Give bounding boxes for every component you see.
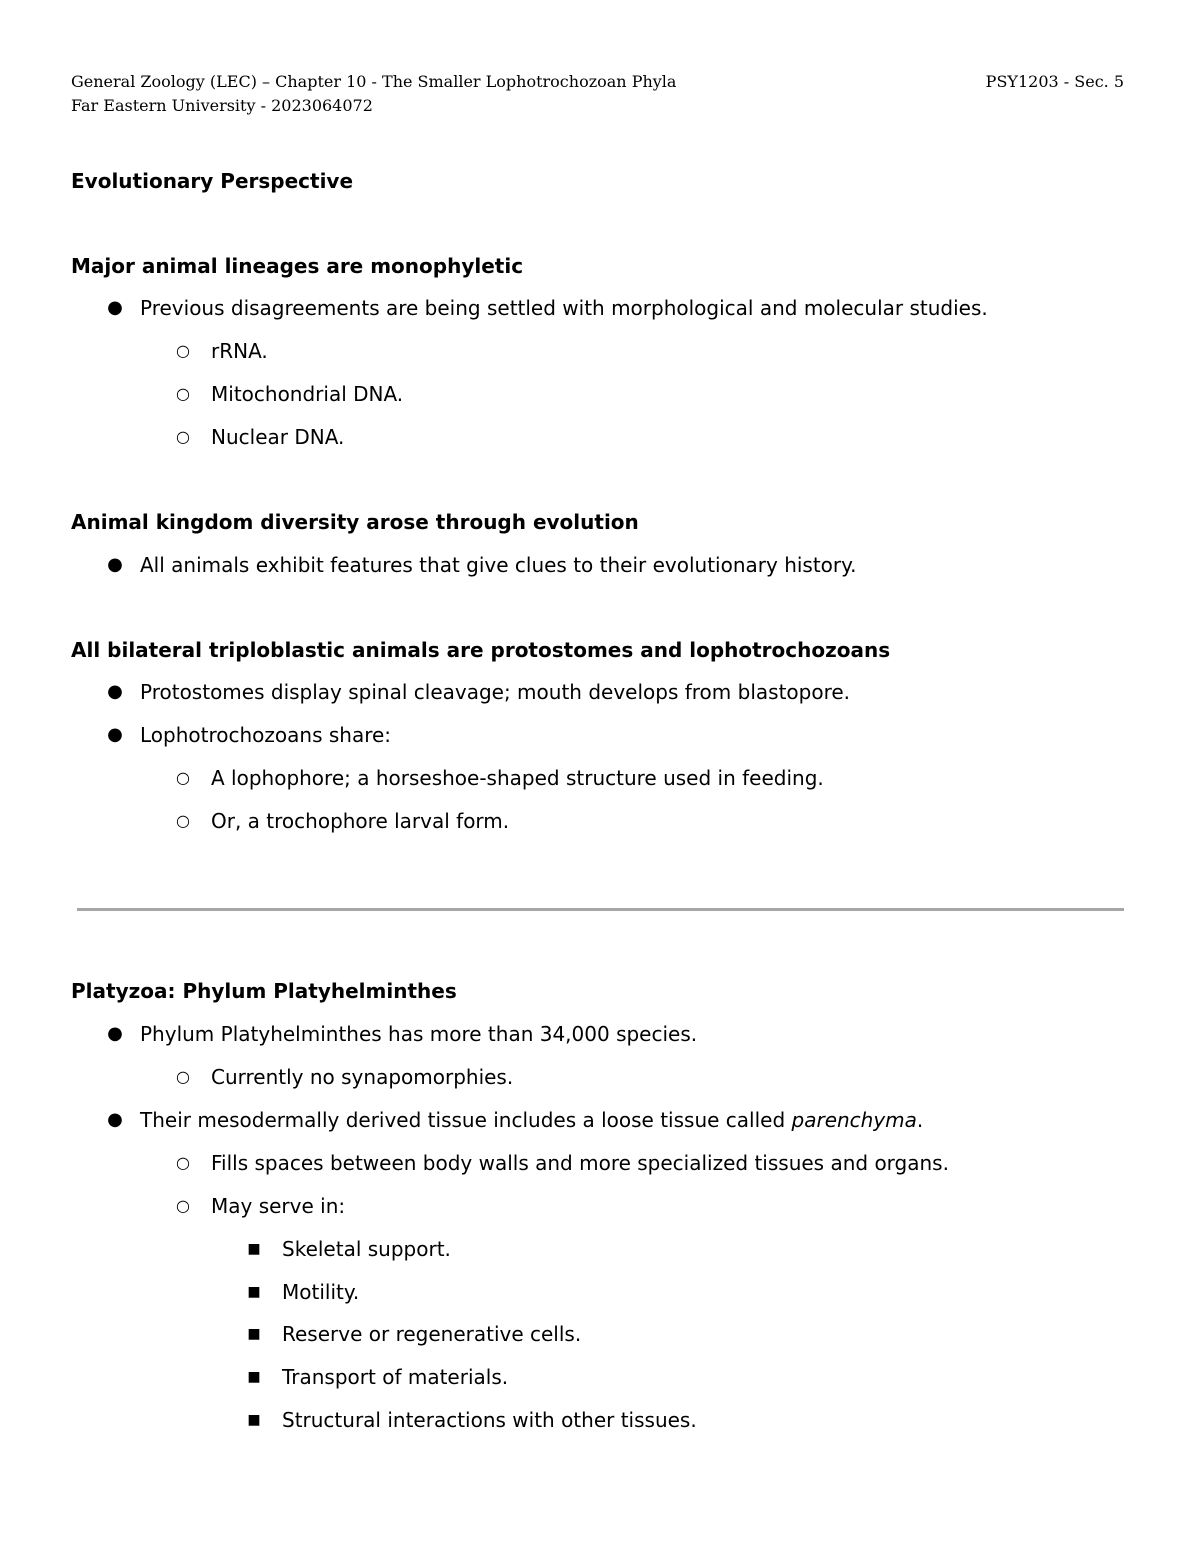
bullet-hollow-circle-icon: ○ [176, 384, 190, 403]
list-item-text [140, 1108, 923, 1132]
list-item-text: Skeletal support. [282, 1237, 451, 1261]
bullet-hollow-circle-icon: ○ [176, 1196, 190, 1215]
list-item-text: Previous disagreements are being settled with morphological and molecular studies. [140, 296, 988, 320]
list-item-text: Or, a trochophore larval form. [211, 809, 510, 833]
heading-platyzoa: Platyzoa: Phylum Platyhelminthes [71, 979, 457, 1003]
page-header-left [71, 70, 676, 118]
bullet-square-icon: ■ [247, 1412, 261, 1428]
list-item [176, 422, 345, 452]
course-line: General Zoology (LEC) – Chapter 10 - The Smaller Lophotrochozoan Phyla [71, 72, 677, 91]
bullet-hollow-circle-icon: ○ [176, 427, 190, 446]
list-item-text-suffix: . [916, 1108, 924, 1132]
list-item-text: Phylum Platyhelminthes has more than 34,000 species. [140, 1022, 698, 1046]
list-item [176, 763, 824, 793]
list-item [176, 336, 268, 366]
list-item-text: Structural interactions with other tissues. [282, 1408, 697, 1432]
list-item-text: Nuclear DNA. [211, 425, 345, 449]
heading-evolutionary-perspective: Evolutionary Perspective [71, 169, 354, 193]
heading-bilateral: All bilateral triploblastic animals are protostomes and lophotrochozoans [71, 638, 891, 662]
list-item-text: Motility. [282, 1280, 360, 1304]
list-item [107, 720, 392, 750]
list-item-text-prefix: Their mesodermally derived tissue includes a loose tissue called [140, 1108, 792, 1132]
list-item-text: Lophotrochozoans share: [140, 723, 392, 747]
bullet-filled-circle-icon: ● [107, 724, 123, 745]
list-item-text: Currently no synapomorphies. [211, 1065, 514, 1089]
list-item-text: rRNA. [211, 339, 268, 363]
bullet-filled-circle-icon: ● [107, 1023, 123, 1044]
horizontal-divider [77, 908, 1124, 911]
section-label: PSY1203 - Sec. 5 [985, 72, 1124, 91]
bullet-filled-circle-icon: ● [107, 554, 123, 575]
list-item [176, 1148, 949, 1178]
bullet-square-icon: ■ [247, 1241, 261, 1257]
list-item [107, 550, 857, 580]
list-item [107, 293, 988, 323]
list-item [107, 1019, 698, 1049]
bullet-filled-circle-icon: ● [107, 1109, 123, 1130]
list-item-text: May serve in: [211, 1194, 346, 1218]
heading-diversity: Animal kingdom diversity arose through evolution [71, 510, 639, 534]
list-item [107, 1105, 924, 1135]
bullet-hollow-circle-icon: ○ [176, 341, 190, 360]
list-item [247, 1362, 509, 1392]
bullet-filled-circle-icon: ● [107, 297, 123, 318]
list-item [247, 1277, 360, 1307]
bullet-square-icon: ■ [247, 1284, 261, 1300]
bullet-hollow-circle-icon: ○ [176, 811, 190, 830]
school-line: Far Eastern University - 2023064072 [71, 96, 373, 115]
list-item [247, 1319, 582, 1349]
list-item-text: Reserve or regenerative cells. [282, 1322, 582, 1346]
list-item-text: Fills spaces between body walls and more specialized tissues and organs. [211, 1151, 949, 1175]
list-item-text: All animals exhibit features that give clues to their evolutionary history. [140, 553, 857, 577]
term-parenchyma: parenchyma [791, 1108, 917, 1132]
bullet-square-icon: ■ [247, 1369, 261, 1385]
list-item [176, 379, 404, 409]
list-item-text: Mitochondrial DNA. [211, 382, 404, 406]
list-item [176, 1191, 346, 1221]
bullet-hollow-circle-icon: ○ [176, 1067, 190, 1086]
list-item [247, 1234, 451, 1264]
bullet-square-icon: ■ [247, 1326, 261, 1342]
list-item-text: Transport of materials. [282, 1365, 509, 1389]
heading-monophyletic: Major animal lineages are monophyletic [71, 254, 524, 278]
list-item [247, 1405, 697, 1435]
list-item-text: Protostomes display spinal cleavage; mouth develops from blastopore. [140, 680, 851, 704]
list-item-text: A lophophore; a horseshoe-shaped structure used in feeding. [211, 766, 824, 790]
bullet-hollow-circle-icon: ○ [176, 1153, 190, 1172]
list-item [107, 677, 851, 707]
bullet-hollow-circle-icon: ○ [176, 768, 190, 787]
list-item [176, 1062, 514, 1092]
bullet-filled-circle-icon: ● [107, 681, 123, 702]
list-item [176, 806, 510, 836]
